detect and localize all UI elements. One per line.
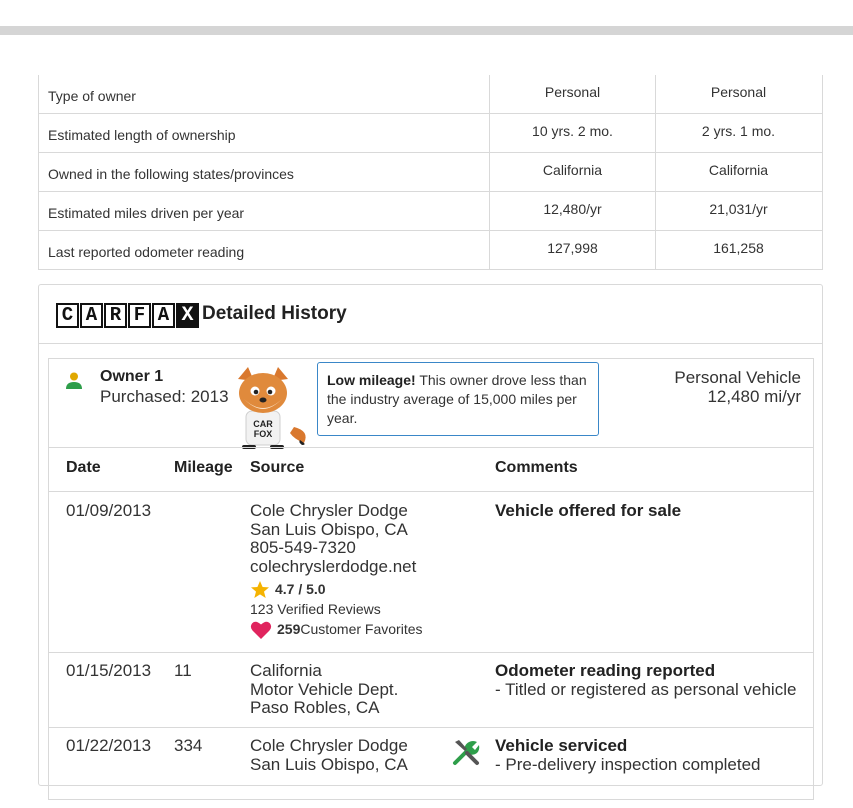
table-row <box>39 113 822 152</box>
column-header-comments: Comments <box>495 459 578 476</box>
comment-title: Odometer reading reported <box>495 661 716 680</box>
logo-letter: R <box>104 303 127 328</box>
logo-letter: X <box>176 303 199 328</box>
table-row <box>39 75 822 113</box>
history-table-header <box>49 447 813 492</box>
low-mileage-callout <box>317 362 599 436</box>
record-comments <box>495 662 796 699</box>
source-location: San Luis Obispo, CA <box>250 754 408 774</box>
svg-text:FOX: FOX <box>253 429 273 439</box>
row-label: Type of owner <box>48 87 136 104</box>
person-icon <box>64 371 84 391</box>
comment-title: Vehicle serviced <box>495 736 628 755</box>
owner2-value: 21,031/yr <box>655 192 821 230</box>
source-dept: Motor Vehicle Dept. <box>250 679 399 699</box>
carfax-logo <box>56 303 200 328</box>
row-label: Last reported odometer reading <box>48 243 245 260</box>
owner1-value: 10 yrs. 2 mo. <box>489 114 655 152</box>
svg-text:CAR: CAR <box>253 419 273 429</box>
logo-letter: A <box>152 303 175 328</box>
owner2-value: 2 yrs. 1 mo. <box>655 114 821 152</box>
logo-letter: F <box>128 303 151 328</box>
callout-text: This owner drove less than the industry average of 15,000 miles per year. <box>327 372 587 426</box>
logo-letter: A <box>80 303 103 328</box>
detailed-history-card <box>38 284 823 786</box>
table-row <box>39 230 822 269</box>
record-date: 01/09/2013 <box>66 501 152 520</box>
source-name: California <box>250 661 322 680</box>
logo-letter: C <box>56 303 79 328</box>
verified-reviews-link[interactable]: 123 Verified Reviews <box>250 600 381 617</box>
record-comments <box>495 737 761 774</box>
owner1-value: California <box>489 153 655 191</box>
miles-per-year: 12,480 mi/yr <box>707 387 801 406</box>
carfox-mascot-icon <box>232 365 312 449</box>
vehicle-type: Personal Vehicle <box>674 368 801 387</box>
owner-purchased: Purchased: 2013 <box>100 387 229 406</box>
column-header-source: Source <box>250 459 305 476</box>
customer-favorites <box>250 619 423 641</box>
rating-value: 4.7 / 5.0 <box>275 581 326 598</box>
comment-detail: - Pre-delivery inspection completed <box>495 754 761 774</box>
callout-highlight: Low mileage! <box>327 372 416 388</box>
top-divider-bar <box>0 26 853 35</box>
star-icon <box>250 580 270 600</box>
column-header-date: Date <box>66 459 101 476</box>
history-record <box>49 491 813 653</box>
history-record <box>49 653 813 728</box>
owner2-value: 161,258 <box>655 231 821 269</box>
row-label: Estimated length of ownership <box>48 126 236 143</box>
favorites-count: 259 <box>277 621 301 638</box>
source-location: Paso Robles, CA <box>250 698 380 718</box>
history-record <box>49 728 813 808</box>
record-date: 01/22/2013 <box>66 736 152 755</box>
ownership-summary-table <box>38 75 823 270</box>
record-source <box>250 662 398 718</box>
history-header <box>39 285 822 344</box>
comment-detail: - Titled or registered as personal vehicle <box>495 679 797 699</box>
owner-block <box>48 358 814 800</box>
owner1-value: 12,480/yr <box>489 192 655 230</box>
owner2-value: California <box>655 153 821 191</box>
owner2-value: Personal <box>655 75 821 113</box>
source-location: San Luis Obispo, CA <box>250 519 408 539</box>
record-source <box>250 502 423 641</box>
table-row <box>39 191 822 230</box>
record-comments <box>495 502 681 521</box>
table-row <box>39 152 822 191</box>
heart-icon <box>250 620 272 640</box>
owner1-value: Personal <box>489 75 655 113</box>
column-header-mileage: Mileage <box>174 459 233 476</box>
source-name[interactable]: Cole Chrysler Dodge <box>250 501 408 520</box>
source-phone[interactable]: 805-549-7320 <box>250 538 356 558</box>
favorites-label: Customer Favorites <box>300 621 423 638</box>
owner-name: Owner 1 <box>100 368 164 385</box>
row-label: Owned in the following states/provinces <box>48 165 294 182</box>
wrench-screwdriver-icon <box>451 737 481 767</box>
record-mileage: 334 <box>174 736 203 755</box>
owner1-value: 127,998 <box>489 231 655 269</box>
row-label: Estimated miles driven per year <box>48 204 245 221</box>
vehicle-usage-summary <box>674 368 801 406</box>
record-date: 01/15/2013 <box>66 661 152 680</box>
comment-title: Vehicle offered for sale <box>495 501 682 520</box>
source-website-link[interactable]: colechryslerdodge.net <box>250 557 417 577</box>
record-mileage: 11 <box>174 661 192 680</box>
record-source <box>250 737 408 774</box>
source-name[interactable]: Cole Chrysler Dodge <box>250 736 408 755</box>
section-title: Detailed History <box>202 303 347 324</box>
dealer-rating <box>250 579 423 601</box>
